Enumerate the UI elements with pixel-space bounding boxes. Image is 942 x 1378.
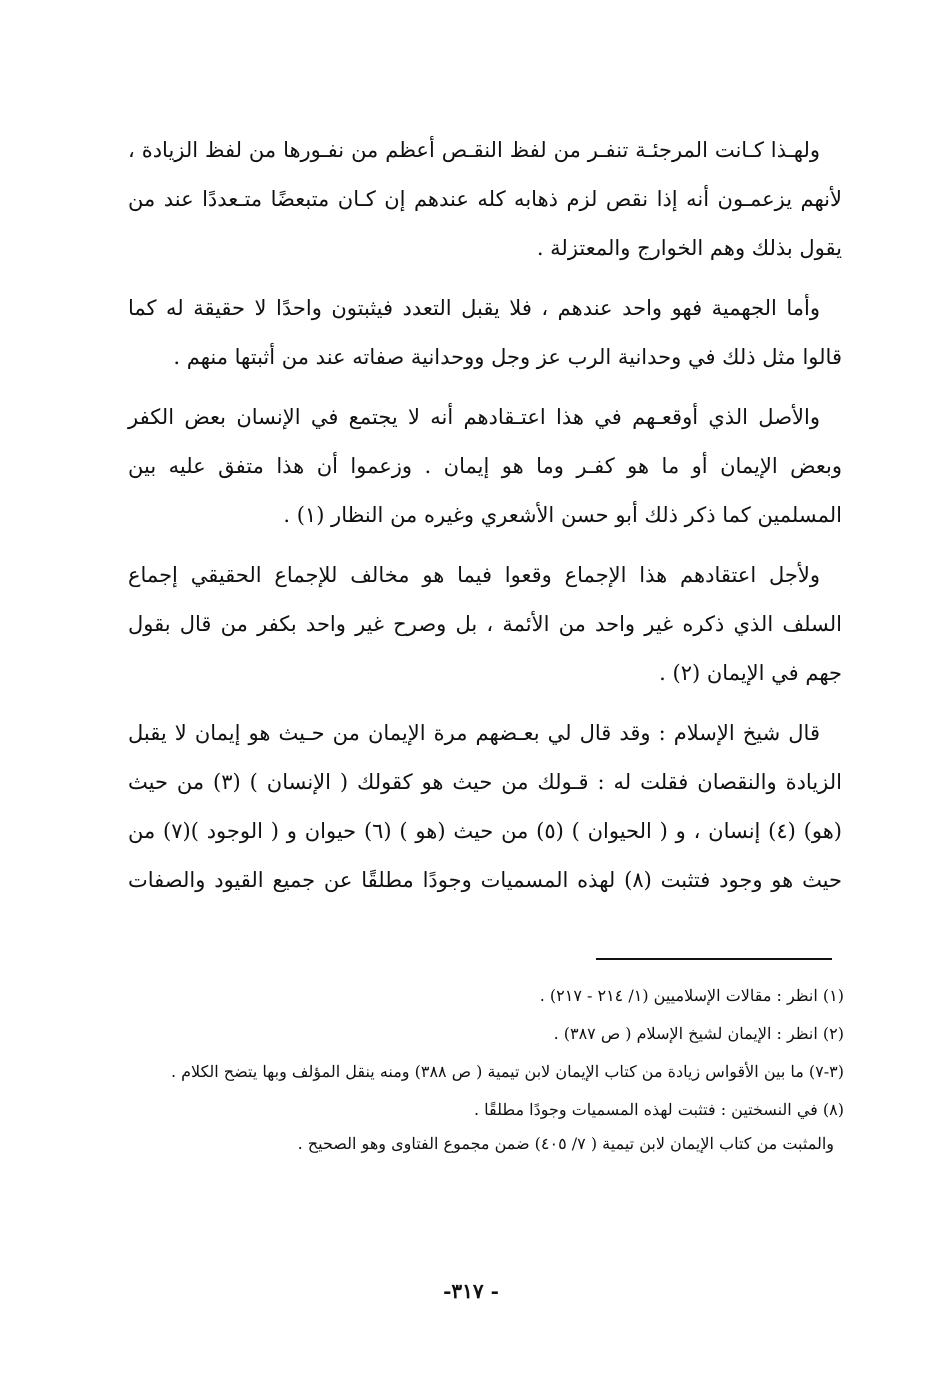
footnote-1: (١) انظر : مقالات الإسلاميين (١/ ٢١٤ - ٢١٧) . <box>539 986 844 1005</box>
paragraph-murjiah: ولهـذا كـانت المرجئـة تنفـر من لفظ النقـص أعظم من نفـورها من لفظ الزيادة ، لأنهم يزعمـون أنه إذا نقص لزم ذهابه كله عندهم إن كـان متبعضًا متـعددًا عند من يقول بذلك وهم الخوارج والمعتزلة . <box>128 138 842 260</box>
page-number: - ٣١٧- <box>443 1279 499 1303</box>
footnote-8: (٨) في النسختين : فتثبت لهذه المسميات وجودًا مطلقًا . <box>473 1100 844 1119</box>
footnote-3-7: (٣-٧) ما بين الأقواس زيادة من كتاب الإيمان لابن تيمية ( ص ٣٨٨) ومنه ينقل المؤلف وبها يتضح الكلام . <box>170 1062 844 1081</box>
footnote-2: (٢) انظر : الإيمان لشيخ الإسلام ( ص ٣٨٧) . <box>553 1024 844 1043</box>
footnote-8-continuation: والمثبت من كتاب الإيمان لابن تيمية ( ٧/ ٤٠٥) ضمن مجموع الفتاوى وهو الصحيح . <box>297 1134 834 1153</box>
paragraph-jahmiyyah: وأما الجهمية فهو واحد عندهم ، فلا يقبل التعدد فيثبتون واحدًا لا حقيقة له كما قالوا مثل ذلك في وحدانية الرب عز وجل ووحدانية صفاته عند من أثبتها منهم . <box>128 296 842 369</box>
paragraph-consensus: ولأجل اعتقادهم هذا الإجماع وقعوا فيما هو مخالف للإجماع الحقيقي إجماع السلف الذي ذكره غير واحد من الأئمة ، بل وصرح غير واحد بكفر من قال بقول جهم في الإيمان (٢) . <box>128 563 842 685</box>
paragraph-origin: والأصل الذي أوقعـهم في هذا اعتـقادهم أنه لا يجتمع في الإنسان بعض الكفر وبعض الإيمان أو ما هو كفـر وما هو إيمان . وزعموا أن هذا متفق عليه بين المسلمين كما ذكر ذلك أبو حسن الأشعري وغيره من النظار (١) . <box>128 405 842 527</box>
footnote-separator <box>596 958 832 960</box>
footnotes <box>124 980 844 1160</box>
paragraph-shaykh-quote: قال شيخ الإسلام : وقد قال لي بعـضهم مرة الإيمان من حـيث هو إيمان لا يقبل الزيادة والنقصان فقلت له : قـولك من حيث هو كقولك ( الإنسان ) (٣) من حيث (هو) (٤) إنسان ، و ( الحيوان ) (٥) من حيث (هو ) (٦) حيوان و ( الوجود )(٧) من حيث هو وجود فتثبت (٨) لهذه المسميات وجودًا مطلقًا عن جميع القيود والصفات <box>128 721 843 892</box>
main-text <box>128 126 842 916</box>
